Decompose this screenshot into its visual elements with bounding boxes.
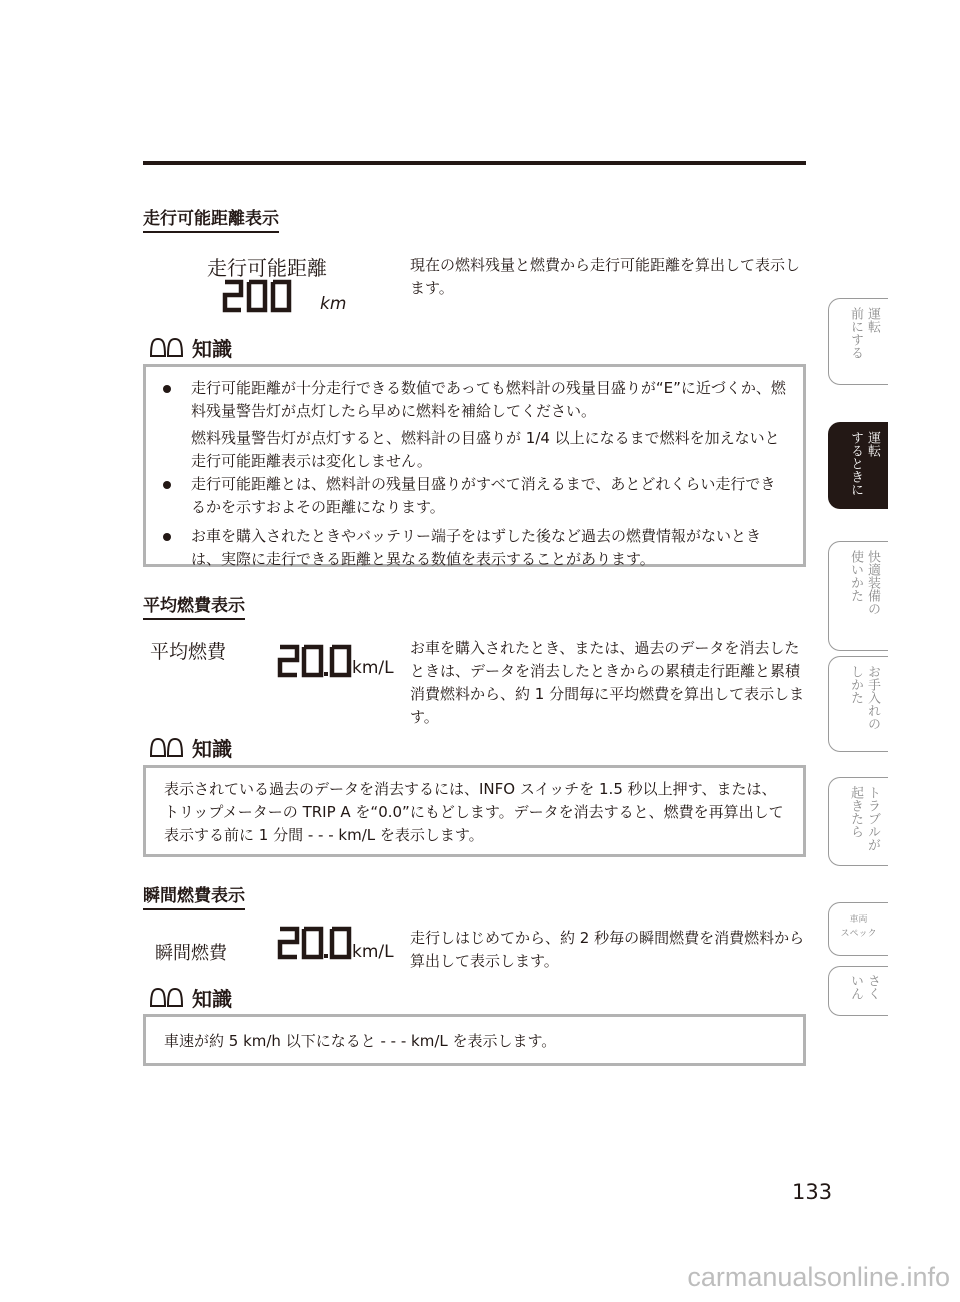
bullet-dot	[163, 533, 171, 541]
bullet-dot	[163, 481, 171, 489]
tab-label: 運転	[865, 307, 880, 333]
note-box-range	[143, 364, 806, 567]
note-bullet-text: お車を購入されたときやバッテリー端子をはずした後など過去の燃費情報がないときは、実際に走行できる距離と異なる数値を表示することがあります。	[191, 527, 762, 568]
note-paragraph: 表示されている過去のデータを消去するには、INFO スイッチを 1.5 秒以上押す、または、トリップメーターの TRIP A を“0.0”にもどします。データを消去すると、燃費を再算出して表示する前に 1 分間 - - - km/L を表示します。	[164, 780, 784, 844]
tab-label: 使いかた	[848, 550, 863, 602]
range-display-unit: km	[320, 294, 347, 314]
chishiki-heading-instant	[148, 983, 232, 1012]
note-bullet-text: 走行可能距離が十分走行できる数値であっても燃料計の残量目盛りが“E”に近づくか、燃料残量警告灯が点灯したら早めに燃料を補給してください。	[191, 379, 786, 420]
tab-label: 前にする	[848, 307, 863, 359]
section-title-average: 平均燃費表示	[143, 595, 245, 620]
book-icon	[148, 736, 188, 760]
tab-label: スペック	[840, 929, 877, 939]
note-bullet	[146, 525, 803, 571]
instant-display-unit: km/L	[352, 942, 394, 962]
note-paragraph: 車速が約 5 km/h 以下になると - - - km/L を表示します。	[164, 1032, 557, 1050]
tab-label: 快適装備の	[865, 550, 880, 615]
tab-maintenance[interactable]	[828, 656, 888, 752]
tab-before-driving[interactable]	[828, 298, 888, 385]
note-box-average	[143, 765, 806, 857]
tab-label: 起きたら	[848, 786, 863, 838]
tab-label: お手入れの	[865, 665, 880, 730]
tab-while-driving[interactable]	[828, 422, 888, 509]
segment-digits-20-0	[277, 643, 353, 679]
tab-label: いん	[848, 974, 863, 1000]
watermark: carmanualsonline.info	[687, 1262, 950, 1292]
note-box-instant	[143, 1014, 806, 1066]
note-bullet	[146, 377, 803, 423]
average-display-label: 平均燃費	[150, 641, 227, 663]
chishiki-heading-range	[148, 333, 232, 362]
range-description: 現在の燃料残量と燃費から走行可能距離を算出して表示します。	[410, 256, 801, 297]
chishiki-label: 知識	[192, 987, 232, 1011]
tab-label: 車両	[849, 915, 868, 925]
segment-digits-280	[222, 278, 292, 314]
tab-label: さく	[865, 974, 880, 1000]
tab-label: 運転	[865, 431, 880, 457]
tab-vehicle-specs[interactable]	[828, 902, 888, 956]
tab-label: トラブルが	[865, 786, 880, 851]
average-description: お車を購入されたとき、または、過去のデータを消去したときは、データを消去したときからの累積走行距離と累積消費燃料から、約 1 分間毎に平均燃費を算出して表示します。	[410, 639, 805, 726]
instant-description: 走行しはじめてから、約 2 秒毎の瞬間燃費を消費燃料から算出して表示します。	[410, 929, 805, 970]
header-rule	[143, 161, 806, 165]
bullet-dot	[163, 385, 171, 393]
segment-digits-20-0	[277, 925, 353, 961]
chishiki-label: 知識	[192, 337, 232, 361]
note-bullet-text: 走行可能距離とは、燃料計の残量目盛りがすべて消えるまで、あとどれくらい走行できるかを示すおよその距離になります。	[191, 475, 776, 516]
chishiki-label: 知識	[192, 737, 232, 761]
section-title-range: 走行可能距離表示	[143, 208, 279, 233]
tab-trouble[interactable]	[828, 777, 888, 866]
page-number: 133	[792, 1180, 833, 1204]
range-display-value	[222, 278, 292, 314]
average-display-value	[277, 643, 353, 679]
range-display-label: 走行可能距離	[207, 256, 327, 280]
book-icon	[148, 986, 188, 1010]
tab-label: するときに	[848, 431, 863, 496]
tab-index[interactable]	[828, 966, 888, 1016]
note-paragraph: 燃料残量警告灯が点灯すると、燃料計の目盛りが 1/4 以上になるまで燃料を加えないと走行可能距離表示は変化しません。	[191, 429, 780, 470]
note-bullet	[146, 473, 803, 519]
instant-display-value	[277, 925, 353, 961]
book-icon	[148, 336, 188, 360]
section-title-instant: 瞬間燃費表示	[143, 885, 245, 910]
chishiki-heading-average	[148, 733, 232, 762]
tab-label: しかた	[848, 665, 863, 704]
instant-display-label: 瞬間燃費	[155, 943, 227, 964]
tab-comfort-equipment[interactable]	[828, 541, 888, 651]
average-display-unit: km/L	[352, 658, 394, 678]
